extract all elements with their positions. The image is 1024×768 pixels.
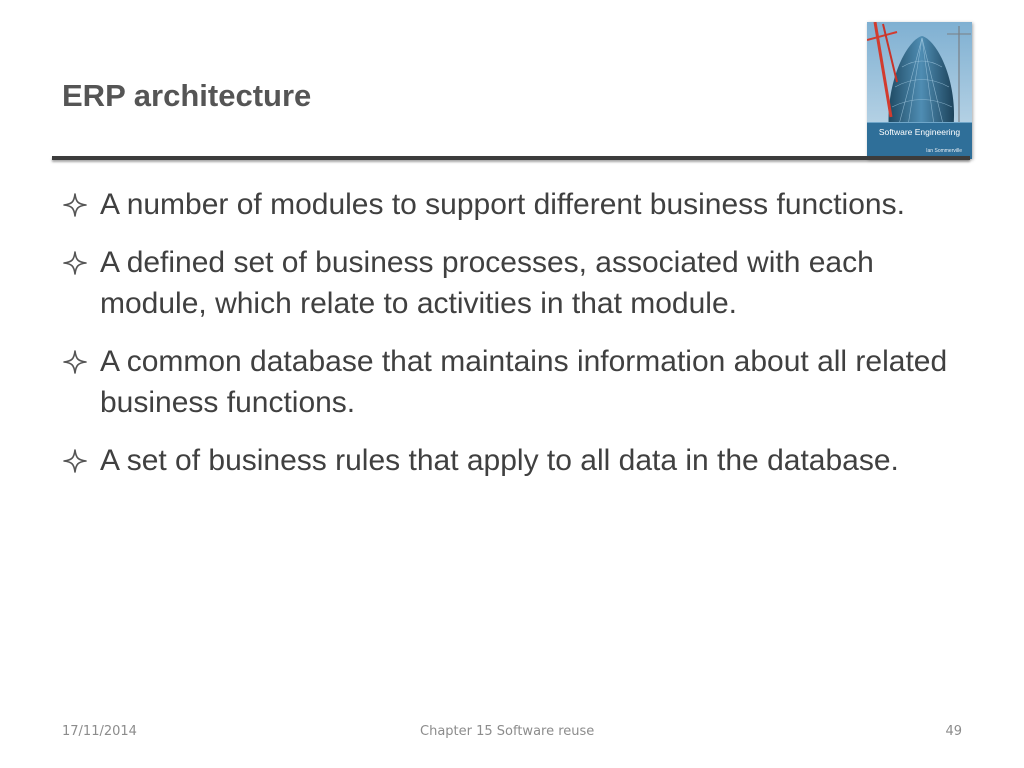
bullet-text: A common database that maintains information about all related business functions. xyxy=(100,345,948,419)
cover-illustration xyxy=(867,22,972,159)
bullet-item xyxy=(62,440,967,481)
bullet-text: A number of modules to support different business functions. xyxy=(100,188,905,221)
footer-date: 17/11/2014 xyxy=(62,724,137,739)
four-point-star-outline-icon xyxy=(62,250,88,276)
footer-chapter: Chapter 15 Software reuse xyxy=(420,724,595,739)
bullet-item xyxy=(62,242,967,324)
bullet-text: A defined set of business processes, associated with each module, which relate to activities in that module. xyxy=(100,246,874,320)
four-point-star-outline-icon xyxy=(62,448,88,474)
title-divider xyxy=(52,156,970,160)
four-point-star-outline-icon xyxy=(62,349,88,375)
bullet-item xyxy=(62,341,967,423)
four-point-star-outline-icon xyxy=(62,192,88,218)
cover-title: Software Engineering xyxy=(878,127,961,137)
bullet-text: A set of business rules that apply to all data in the database. xyxy=(100,444,899,477)
footer-page-number: 49 xyxy=(945,724,962,739)
cover-author: Ian Sommerville xyxy=(926,148,962,154)
slide-title: ERP architecture xyxy=(62,78,312,113)
book-cover-image xyxy=(867,22,972,159)
bullet-item xyxy=(62,184,967,225)
bullet-list xyxy=(62,184,967,498)
